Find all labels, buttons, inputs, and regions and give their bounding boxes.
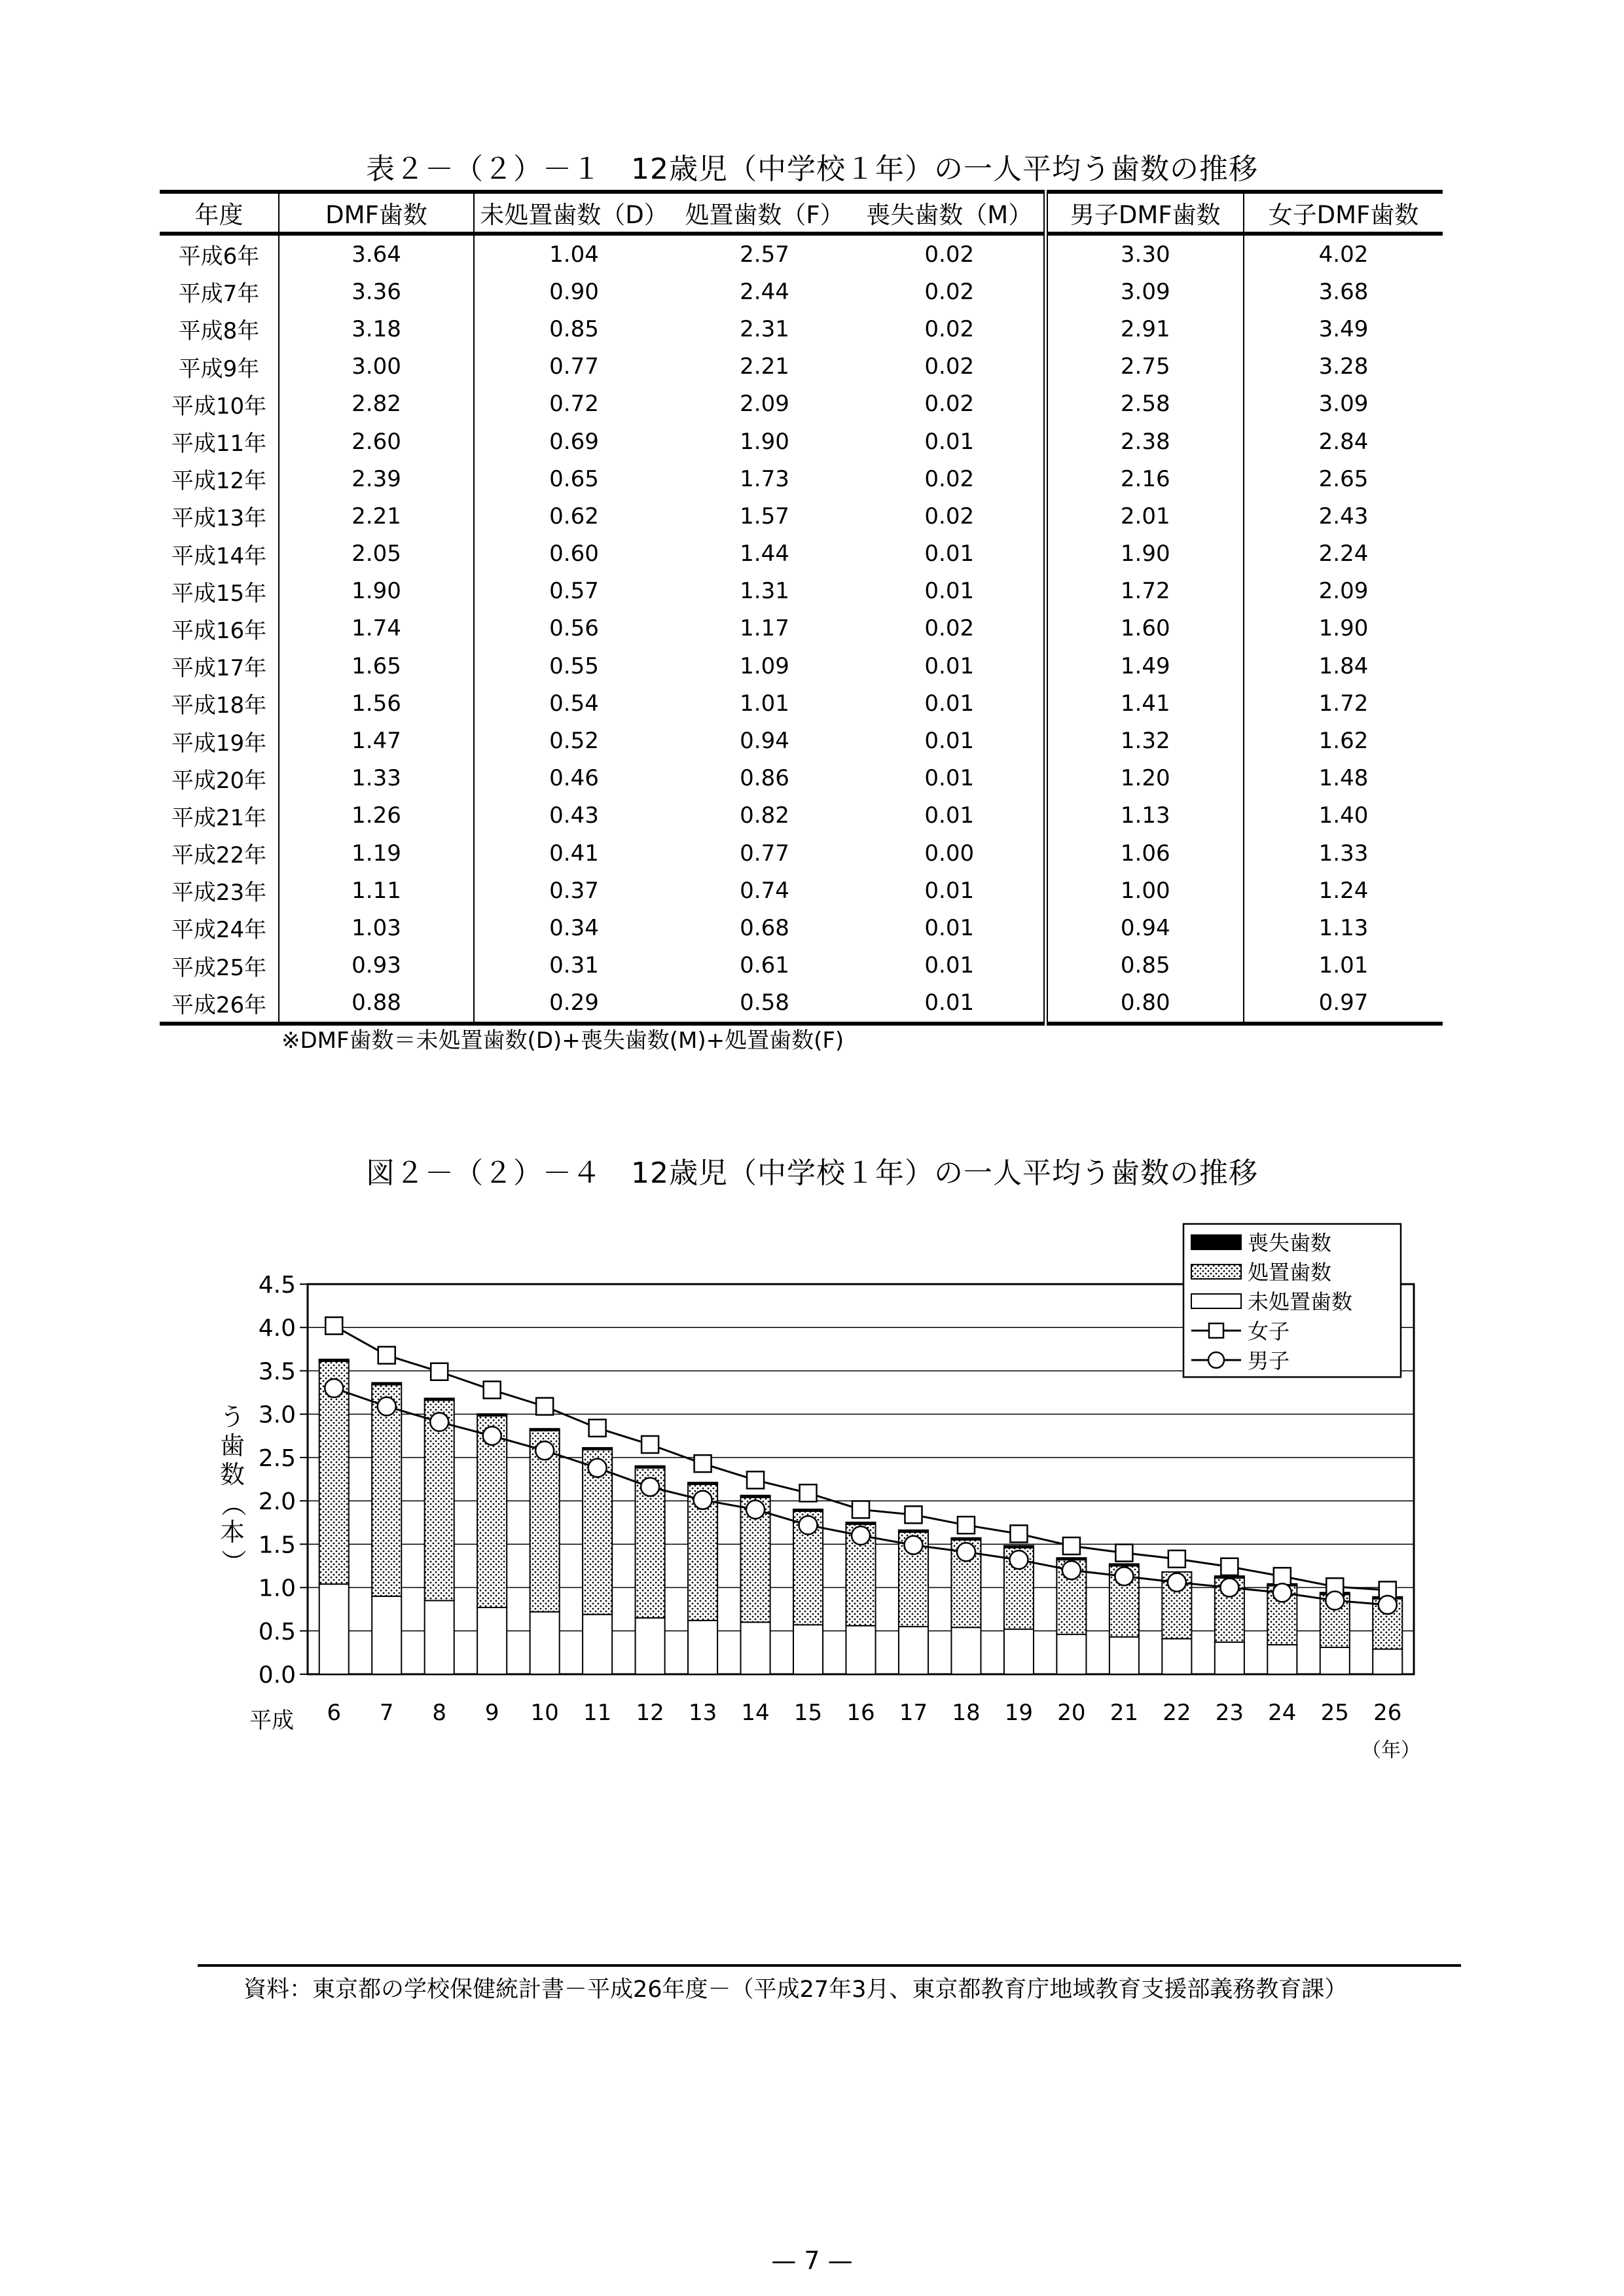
marker-女子-7 xyxy=(378,1347,395,1364)
bar-喪失歯数-12 xyxy=(636,1466,665,1468)
marker-男子-20 xyxy=(1062,1561,1081,1579)
table-cell-value: 2.44 xyxy=(740,278,789,305)
table-cell-value: 0.52 xyxy=(474,722,674,759)
header-treated: 処置歯数（F） xyxy=(674,192,856,234)
table-cell-value: 0.58 xyxy=(674,984,856,1024)
table-cell-value: 0.37 xyxy=(474,872,674,909)
bar-未処置歯数-25 xyxy=(1320,1647,1350,1674)
bar-未処置歯数-18 xyxy=(951,1627,981,1674)
header-year: 年度 xyxy=(160,192,279,234)
table-cell-value: 2.21 xyxy=(740,353,789,380)
bar-未処置歯数-14 xyxy=(741,1623,770,1674)
table-cell-value: 2.38 xyxy=(1045,423,1244,460)
y-tick-label: 4.5 xyxy=(258,1272,296,1299)
table-cell-value: 0.77 xyxy=(474,348,674,386)
table-cell-value: 0.69 xyxy=(474,423,674,460)
marker-男子-9 xyxy=(483,1427,501,1445)
table-cell-value: 2.65 xyxy=(1244,460,1443,497)
table-cell-value: 1.33 xyxy=(279,760,474,797)
y-axis-label-char: （ xyxy=(219,1491,247,1517)
table-cell-value: 3.36 xyxy=(279,273,474,310)
table-cell-value: 0.94 xyxy=(740,728,789,755)
legend-label: 男子 xyxy=(1248,1348,1290,1373)
table-cell-value: 3.49 xyxy=(1244,310,1443,348)
table-cell-year: 平成9年 xyxy=(178,355,260,382)
table-cell-value: 0.82 xyxy=(740,802,789,829)
table-cell-value: 0.90 xyxy=(474,273,674,310)
bar-喪失歯数-16 xyxy=(846,1522,875,1524)
bar-喪失歯数-14 xyxy=(741,1496,770,1498)
table-cell-value: 1.31 xyxy=(740,578,789,605)
bar-喪失歯数-21 xyxy=(1110,1564,1139,1566)
x-tick-label: 23 xyxy=(1215,1700,1244,1726)
x-tick-label: 19 xyxy=(1004,1700,1034,1726)
table-cell-year: 平成12年 xyxy=(171,468,267,495)
table-cell-value: 1.84 xyxy=(1244,647,1443,685)
table-cell-value: 2.16 xyxy=(1045,460,1244,497)
bar-喪失歯数-9 xyxy=(477,1414,507,1416)
table-cell-value: 0.77 xyxy=(740,840,789,867)
table-cell-value: 1.74 xyxy=(279,610,474,647)
table-note: ※DMF歯数＝未処置歯数(D)+喪失歯数(M)+処置歯数(F) xyxy=(281,1028,844,1054)
table-cell-value: 2.09 xyxy=(1244,573,1443,610)
x-tick-label: 26 xyxy=(1373,1700,1402,1726)
table-cell-value: 0.02 xyxy=(924,391,975,418)
y-tick-label: 0.5 xyxy=(258,1618,296,1645)
table-cell-value: 0.85 xyxy=(474,310,674,348)
table-cell-value: 0.01 xyxy=(924,728,975,755)
marker-女子-12 xyxy=(641,1436,659,1453)
table-cell-value: 2.58 xyxy=(1045,386,1244,423)
table-cell-value: 0.97 xyxy=(1244,984,1443,1024)
table-cell-value: 0.01 xyxy=(924,765,975,792)
table-cell-value: 0.72 xyxy=(474,386,674,423)
table-cell-value: 1.26 xyxy=(279,797,474,834)
table-cell-value: 2.57 xyxy=(740,241,789,268)
table-cell-year: 平成17年 xyxy=(171,655,267,682)
marker-男子-18 xyxy=(957,1543,975,1561)
table-cell-value: 0.60 xyxy=(474,535,674,573)
marker-女子-13 xyxy=(695,1455,712,1472)
chart-title: 図２－（２）－４ 12歳児（中学校１年）の一人平均う歯数の推移 xyxy=(366,1157,1258,1190)
bar-未処置歯数-15 xyxy=(793,1625,823,1674)
marker-男子-19 xyxy=(1009,1551,1028,1569)
x-tick-label: 22 xyxy=(1163,1700,1191,1726)
bar-未処置歯数-26 xyxy=(1373,1649,1402,1674)
x-tick-label: 7 xyxy=(379,1700,394,1726)
table-cell-value: 0.31 xyxy=(474,947,674,984)
bar-未処置歯数-13 xyxy=(688,1621,717,1674)
marker-女子-6 xyxy=(325,1318,342,1335)
marker-女子-21 xyxy=(1115,1545,1132,1562)
bar-喪失歯数-11 xyxy=(583,1448,612,1450)
marker-男子-6 xyxy=(325,1379,343,1397)
legend-label: 処置歯数 xyxy=(1248,1260,1332,1285)
marker-女子-24 xyxy=(1274,1568,1291,1585)
table-cell-value: 1.13 xyxy=(1244,909,1443,946)
table-cell-value: 2.60 xyxy=(279,423,474,460)
bar-喪失歯数-6 xyxy=(319,1359,349,1361)
y-axis-label-char: 本 xyxy=(219,1518,245,1547)
table-cell-value: 0.46 xyxy=(474,760,674,797)
table-cell-value: 3.00 xyxy=(279,348,474,386)
header-missing: 喪失歯数（M） xyxy=(856,192,1045,234)
marker-女子-20 xyxy=(1063,1537,1080,1554)
table-cell-value: 2.82 xyxy=(279,386,474,423)
y-tick-label: 4.0 xyxy=(258,1315,296,1342)
x-tick-label: 24 xyxy=(1268,1700,1297,1726)
table-cell-value: 1.40 xyxy=(1244,797,1443,834)
table-cell-value: 3.30 xyxy=(1045,234,1244,273)
table-cell-value: 2.75 xyxy=(1045,348,1244,386)
marker-男子-12 xyxy=(641,1478,659,1496)
table-cell-year: 平成13年 xyxy=(171,505,267,532)
bar-未処置歯数-10 xyxy=(530,1612,560,1674)
table-cell-value: 1.90 xyxy=(279,573,474,610)
bar-未処置歯数-8 xyxy=(425,1600,454,1674)
table-cell-value: 3.28 xyxy=(1244,348,1443,386)
table-cell-value: 1.01 xyxy=(740,690,789,717)
table-cell-value: 2.39 xyxy=(279,460,474,497)
table-cell-value: 1.65 xyxy=(279,647,474,685)
table-cell-value: 1.11 xyxy=(279,872,474,909)
table-cell-value: 0.02 xyxy=(924,465,975,492)
bar-喪失歯数-15 xyxy=(793,1509,823,1511)
header-girls-dmf: 女子DMF歯数 xyxy=(1244,192,1443,234)
table-cell-value: 1.44 xyxy=(740,541,789,567)
bar-喪失歯数-8 xyxy=(425,1398,454,1400)
table-cell-value: 0.02 xyxy=(924,241,975,268)
table-cell-value: 0.56 xyxy=(474,610,674,647)
table-cell-value: 0.01 xyxy=(924,802,975,829)
marker-男子-21 xyxy=(1115,1567,1133,1585)
y-tick-label: 2.5 xyxy=(258,1444,296,1472)
table-cell-value: 0.55 xyxy=(474,647,674,685)
bar-未処置歯数-21 xyxy=(1110,1637,1139,1674)
marker-女子-22 xyxy=(1168,1551,1185,1568)
table-cell-value: 0.43 xyxy=(474,797,674,834)
bar-未処置歯数-20 xyxy=(1056,1634,1086,1674)
x-tick-label: 21 xyxy=(1110,1700,1139,1726)
table-cell-value: 2.05 xyxy=(279,535,474,573)
x-tick-label: 10 xyxy=(530,1700,559,1726)
table-cell-value: 0.34 xyxy=(474,909,674,946)
header-boys-dmf: 男子DMF歯数 xyxy=(1045,192,1244,234)
table-cell-value: 1.73 xyxy=(740,465,789,492)
table-cell-year: 平成25年 xyxy=(171,954,267,981)
x-tick-label: 18 xyxy=(952,1700,981,1726)
table-cell-value: 1.04 xyxy=(474,234,674,273)
table-cell-value: 0.54 xyxy=(474,685,674,722)
table-cell-year: 平成7年 xyxy=(178,281,260,308)
table-cell-value: 0.02 xyxy=(924,615,975,642)
legend-swatch-treated xyxy=(1191,1265,1241,1279)
table-cell-year: 平成8年 xyxy=(178,318,260,345)
table-cell-value: 0.61 xyxy=(740,952,789,979)
table-cell-value: 1.48 xyxy=(1244,760,1443,797)
table-cell-value: 1.01 xyxy=(1244,947,1443,984)
bar-喪失歯数-17 xyxy=(899,1530,928,1532)
table-cell-value: 2.31 xyxy=(740,315,789,342)
page-number: — 7 — xyxy=(771,2246,853,2275)
marker-男子-10 xyxy=(535,1441,554,1460)
bar-未処置歯数-9 xyxy=(477,1607,507,1674)
x-tick-label: 8 xyxy=(432,1700,447,1726)
table-cell-year: 平成11年 xyxy=(171,431,267,457)
table-cell-value: 0.74 xyxy=(740,877,789,904)
table-title: 表２－（２）－１ 12歳児（中学校１年）の一人平均う歯数の推移 xyxy=(366,152,1258,186)
x-axis-prefix: 平成 xyxy=(249,1708,294,1734)
marker-女子-9 xyxy=(484,1382,501,1399)
table-cell-value: 2.84 xyxy=(1244,423,1443,460)
x-tick-label: 13 xyxy=(688,1700,717,1726)
table-cell-year: 平成20年 xyxy=(171,767,267,794)
table-cell-value: 0.01 xyxy=(924,578,975,605)
legend-swatch-missing xyxy=(1191,1235,1241,1249)
table-cell-value: 1.41 xyxy=(1045,685,1244,722)
table-cell-value: 1.24 xyxy=(1244,872,1443,909)
table-cell-value: 0.93 xyxy=(279,947,474,984)
marker-男子-13 xyxy=(694,1491,712,1509)
legend-marker-square xyxy=(1209,1323,1223,1338)
table-cell-value: 3.09 xyxy=(1244,386,1443,423)
table-cell-value: 0.01 xyxy=(924,877,975,904)
marker-女子-19 xyxy=(1010,1525,1027,1542)
table-cell-value: 0.85 xyxy=(1045,947,1244,984)
table-cell-value: 0.01 xyxy=(924,653,975,679)
x-tick-label: 25 xyxy=(1320,1700,1349,1726)
table-cell-value: 1.13 xyxy=(1045,797,1244,834)
bar-未処置歯数-23 xyxy=(1215,1642,1244,1674)
table-cell-value: 1.17 xyxy=(740,615,789,642)
table-cell-year: 平成22年 xyxy=(171,842,267,869)
bar-喪失歯数-18 xyxy=(951,1538,981,1540)
marker-女子-17 xyxy=(905,1506,922,1523)
table-cell-year: 平成26年 xyxy=(160,984,279,1024)
table-cell-value: 0.29 xyxy=(474,984,674,1024)
y-tick-label: 3.5 xyxy=(258,1358,296,1386)
marker-女子-10 xyxy=(536,1398,553,1415)
bar-処置歯数-7 xyxy=(372,1385,401,1596)
legend-label: 未処置歯数 xyxy=(1248,1289,1353,1314)
table-cell-value: 2.01 xyxy=(1045,497,1244,535)
table-cell-value: 1.56 xyxy=(279,685,474,722)
table-cell-value: 1.03 xyxy=(279,909,474,946)
marker-男子-8 xyxy=(430,1413,448,1431)
y-axis-label-char: う xyxy=(219,1403,245,1431)
x-tick-label: 14 xyxy=(741,1700,770,1726)
source-citation: 資料：東京都の学校保健統計書－平成26年度－（平成27年3月、東京都教育庁地域教育支援部義務教育課） xyxy=(244,1977,1348,2003)
table-cell-value: 2.21 xyxy=(279,497,474,535)
legend-swatch-untreated xyxy=(1191,1294,1241,1308)
bar-未処置歯数-22 xyxy=(1162,1639,1191,1674)
table-cell-value: 0.41 xyxy=(474,834,674,872)
marker-男子-17 xyxy=(904,1536,922,1554)
table-cell-value: 0.02 xyxy=(924,353,975,380)
bar-未処置歯数-7 xyxy=(372,1596,401,1674)
marker-女子-18 xyxy=(958,1516,975,1534)
table-cell-value: 0.02 xyxy=(924,315,975,342)
legend-marker-circle xyxy=(1208,1352,1224,1368)
table-cell-value: 0.01 xyxy=(856,984,1045,1024)
table-cell-value: 1.57 xyxy=(740,503,789,529)
table-cell-value: 1.32 xyxy=(1045,722,1244,759)
table-cell-value: 3.18 xyxy=(279,310,474,348)
marker-女子-23 xyxy=(1221,1558,1238,1575)
table-cell-value: 1.20 xyxy=(1045,760,1244,797)
table-cell-value: 1.19 xyxy=(279,834,474,872)
table-cell-year: 平成16年 xyxy=(171,617,267,644)
table-cell-year: 平成10年 xyxy=(171,393,267,420)
bar-未処置歯数-19 xyxy=(1004,1629,1034,1674)
table-cell-value: 0.01 xyxy=(924,428,975,455)
y-tick-label: 0.0 xyxy=(258,1662,296,1689)
table-cell-value: 2.91 xyxy=(1045,310,1244,348)
table-cell-value: 0.68 xyxy=(740,914,789,941)
marker-女子-8 xyxy=(431,1363,448,1380)
marker-男子-26 xyxy=(1379,1596,1397,1614)
x-axis-unit: （年） xyxy=(1362,1739,1420,1762)
table-cell-value: 1.06 xyxy=(1045,834,1244,872)
marker-男子-15 xyxy=(799,1516,818,1534)
y-axis-label-char: 歯 xyxy=(219,1431,245,1460)
bar-未処置歯数-24 xyxy=(1267,1645,1297,1674)
y-axis-label-char: ） xyxy=(219,1549,247,1575)
table-cell-value: 0.80 xyxy=(1045,984,1244,1024)
marker-男子-23 xyxy=(1220,1579,1238,1597)
table-cell-year: 平成14年 xyxy=(171,543,267,569)
table-cell-value: 0.02 xyxy=(924,278,975,305)
table-cell-value: 2.09 xyxy=(740,391,789,418)
table-cell-value: 1.60 xyxy=(1045,610,1244,647)
y-axis-label-char: 数 xyxy=(219,1460,245,1489)
table-cell-value: 1.72 xyxy=(1244,685,1443,722)
table-cell-value: 0.88 xyxy=(279,984,474,1024)
marker-男子-14 xyxy=(746,1500,765,1518)
bar-未処置歯数-11 xyxy=(583,1615,612,1674)
x-tick-label: 9 xyxy=(484,1700,499,1726)
table-cell-year: 平成24年 xyxy=(171,917,267,944)
marker-男子-11 xyxy=(588,1459,607,1477)
legend-label: 喪失歯数 xyxy=(1248,1230,1332,1255)
table-cell-value: 0.65 xyxy=(474,460,674,497)
x-tick-label: 20 xyxy=(1057,1700,1086,1726)
marker-男子-7 xyxy=(378,1397,396,1416)
table-cell-value: 0.86 xyxy=(740,765,789,792)
table-cell-value: 2.43 xyxy=(1244,497,1443,535)
table-cell-value: 1.09 xyxy=(740,653,789,679)
x-tick-label: 16 xyxy=(846,1700,875,1726)
y-tick-label: 3.0 xyxy=(258,1401,296,1429)
table-cell-value: 3.09 xyxy=(1045,273,1244,310)
table-cell-value: 1.90 xyxy=(740,428,789,455)
table-cell-value: 1.49 xyxy=(1045,647,1244,685)
x-tick-label: 11 xyxy=(583,1700,612,1726)
table-cell-year: 平成23年 xyxy=(171,880,267,906)
table-cell-value: 1.33 xyxy=(1244,834,1443,872)
bar-喪失歯数-19 xyxy=(1004,1546,1034,1548)
table-cell-value: 1.90 xyxy=(1045,535,1244,573)
table-cell-value: 1.00 xyxy=(1045,872,1244,909)
bar-未処置歯数-16 xyxy=(846,1626,875,1674)
table-cell-value: 1.90 xyxy=(1244,610,1443,647)
x-tick-label: 12 xyxy=(636,1700,664,1726)
y-tick-label: 2.0 xyxy=(258,1488,296,1516)
bar-喪失歯数-20 xyxy=(1056,1558,1086,1560)
table-cell-value: 0.02 xyxy=(924,503,975,529)
x-tick-label: 15 xyxy=(793,1700,823,1726)
table-cell-year: 平成15年 xyxy=(171,580,267,607)
table-cell-value: 0.01 xyxy=(924,541,975,567)
source-divider xyxy=(198,1964,1461,1967)
table-cell-year: 平成6年 xyxy=(178,243,260,270)
y-tick-label: 1.5 xyxy=(258,1532,296,1559)
marker-女子-16 xyxy=(852,1501,869,1518)
marker-男子-24 xyxy=(1273,1584,1291,1602)
table-cell-value: 1.47 xyxy=(279,722,474,759)
bar-喪失歯数-7 xyxy=(372,1383,401,1385)
bar-未処置歯数-17 xyxy=(899,1626,928,1674)
header-dmf: DMF歯数 xyxy=(279,192,474,234)
table-cell-year: 平成21年 xyxy=(171,804,267,831)
bar-未処置歯数-12 xyxy=(636,1618,665,1674)
table-cell-value: 2.24 xyxy=(1244,535,1443,573)
y-tick-label: 1.0 xyxy=(258,1575,296,1602)
marker-男子-16 xyxy=(852,1526,870,1545)
header-untreated: 未処置歯数（D） xyxy=(474,192,674,234)
marker-女子-14 xyxy=(747,1471,764,1488)
legend-label: 女子 xyxy=(1248,1319,1290,1344)
marker-女子-11 xyxy=(589,1420,606,1437)
table-cell-value: 0.00 xyxy=(924,840,975,867)
table-cell-value: 0.01 xyxy=(924,952,975,979)
table-cell-value: 0.01 xyxy=(924,914,975,941)
marker-女子-15 xyxy=(800,1484,817,1501)
x-tick-label: 17 xyxy=(899,1700,928,1726)
table-cell-year: 平成19年 xyxy=(171,730,267,757)
table-cell-value: 1.62 xyxy=(1244,722,1443,759)
marker-男子-22 xyxy=(1168,1573,1186,1592)
table-cell-value: 0.01 xyxy=(924,690,975,717)
marker-男子-25 xyxy=(1326,1591,1344,1609)
table-cell-year: 平成18年 xyxy=(171,692,267,719)
bar-未処置歯数-6 xyxy=(319,1584,349,1674)
table-cell-value: 0.57 xyxy=(474,573,674,610)
x-tick-label: 6 xyxy=(327,1700,342,1726)
bar-喪失歯数-13 xyxy=(688,1482,717,1484)
bar-喪失歯数-10 xyxy=(530,1429,560,1431)
table-cell-value: 1.72 xyxy=(1045,573,1244,610)
table-cell-value: 3.64 xyxy=(279,234,474,273)
table-cell-value: 3.68 xyxy=(1244,273,1443,310)
table-cell-value: 0.94 xyxy=(1045,909,1244,946)
table-cell-value: 0.62 xyxy=(474,497,674,535)
table-cell-value: 4.02 xyxy=(1244,234,1443,273)
